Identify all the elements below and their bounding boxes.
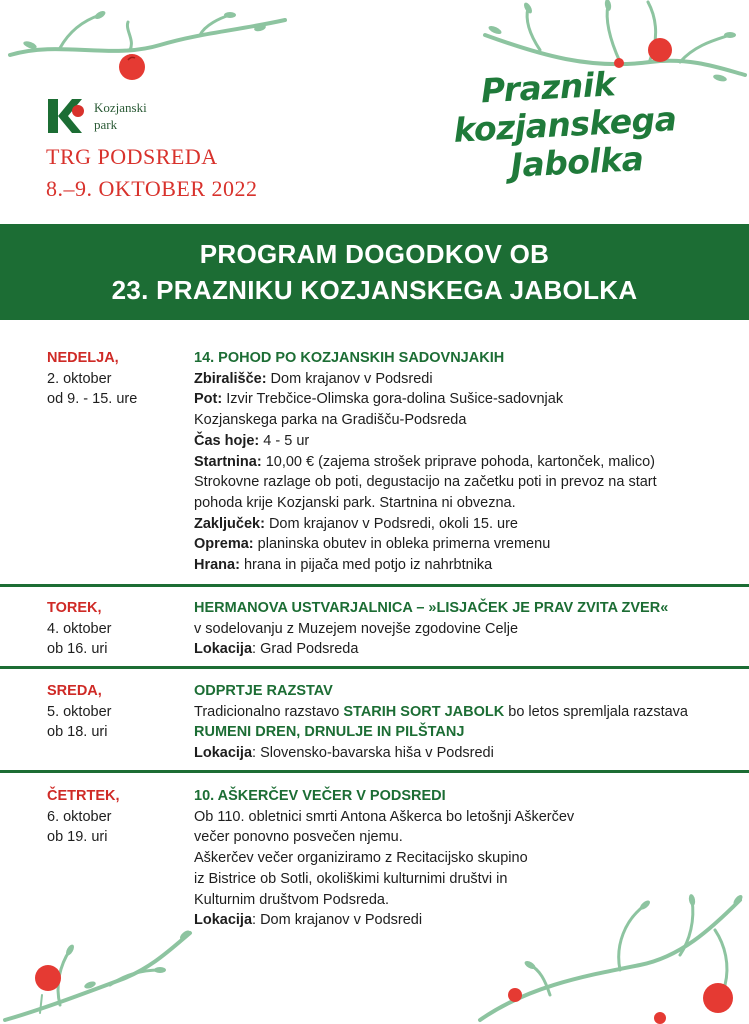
event-fee-cont2: pohoda krije Kozjanski park. Startnina ni obvezna. [194,494,516,511]
event-description: Tradicionalno razstavo STARIH SORT JABOLK bo letos spremljala razstava [194,703,688,720]
event-date: 5. oktober [47,703,112,720]
event-description-line: iz Bistrice ob Sotli, okoliškimi kulturnimi društvi in [194,870,508,887]
event-date: 2. oktober [47,370,112,387]
festival-title-line2: kozjanskega [452,99,678,150]
event-details [194,348,714,576]
event-title: 14. POHOD PO KOZJANSKIH SADOVNJAKIH [194,350,505,366]
event-duration: Čas hoje: 4 - 5 ur [194,432,310,449]
event-details [194,786,714,931]
event-exhibition-name: RUMENI DREN, DRNULJE IN PILŠTANJ [194,724,465,741]
banner-line1: PROGRAM DOGODKOV OB [199,239,550,269]
festival-title [437,62,693,189]
event-description-line: Ob 110. obletnici smrti Antona Aškerca bo letošnji Aškerčev [194,808,575,825]
festival-title-line1: Praznik [479,64,617,111]
event-title: HERMANOVA USTVARJALNICA – »LISJAČEK JE PRAV ZVITA ZVER« [194,600,669,616]
event-food: Hrana: hrana in pijača med potjo iz nahrbtnika [194,557,493,574]
event-time: od 9. - 15. ure [47,391,138,408]
event-day-name: NEDELJA, [47,350,119,366]
event-details [194,598,714,660]
event-time: ob 16. uri [47,641,108,658]
event-day-info [47,786,120,848]
event-day-info [47,348,137,410]
divider [0,666,749,669]
event-meeting-point: Zbirališče: Dom krajanov v Podsredi [194,370,433,387]
venue-title: TRG PODSREDA [46,144,218,169]
event-time: ob 19. uri [47,829,108,846]
kozjanski-park-logo [46,97,147,135]
event-title: ODPRTJE RAZSTAV [194,683,333,699]
program-banner [0,224,749,320]
event-description-line: Aškerčev večer organiziramo z Recitacijsko skupino [194,850,528,867]
event-day-name: SREDA, [47,683,102,699]
event-day-name: TOREK, [47,600,102,616]
event-day-info [47,598,112,660]
event-time: ob 18. uri [47,724,108,741]
event-title: 10. AŠKERČEV VEČER V PODSREDI [194,788,446,804]
divider [0,584,749,587]
kozjanski-park-logo-icon [46,97,88,135]
apple-branch-top-left-icon [0,0,290,90]
apple-branch-bottom-left-icon [0,925,200,1024]
event-date: 4. oktober [47,620,112,637]
event-day-name: ČETRTEK, [47,788,120,804]
event-details [194,681,714,764]
event-location: Lokacija: Grad Podsreda [194,641,359,658]
event-description: v sodelovanju z Muzejem novejše zgodovine Celje [194,620,519,637]
event-route-cont: Kozjanskega parka na Gradišču-Podsreda [194,412,467,429]
festival-title-line3: Jabolka [509,138,645,185]
event-route: Pot: Izvir Trebčice-Olimska gora-dolina Sušice-sadovnjak [194,391,564,408]
logo-line2: park [94,117,118,132]
event-description-line: Kulturnim društvom Podsreda. [194,891,390,908]
event-fee-cont1: Strokovne razlage ob poti, degustacijo na začetku poti in prevoz na start [194,474,657,491]
logo-line1: Kozjanski [94,100,147,115]
event-date: 6. oktober [47,808,112,825]
divider [0,770,749,773]
event-location: Lokacija: Dom krajanov v Podsredi [194,912,423,929]
event-end: Zaključek: Dom krajanov v Podsredi, okoli 15. ure [194,515,518,532]
event-day-info [47,681,112,743]
event-dates: 8.–9. OKTOBER 2022 [46,176,258,201]
logo-text [94,99,147,133]
event-description-line: večer ponovno posvečen njemu. [194,829,403,846]
event-fee: Startnina: 10,00 € (zajema strošek priprave pohoda, kartonček, malico) [194,453,655,470]
event-location: Lokacija: Slovensko-bavarska hiša v Podsredi [194,745,494,762]
event-gear: Oprema: planinska obutev in obleka primerna vremenu [194,536,551,553]
banner-line2: 23. PRAZNIKU KOZJANSKEGA JABOLKA [111,275,638,305]
